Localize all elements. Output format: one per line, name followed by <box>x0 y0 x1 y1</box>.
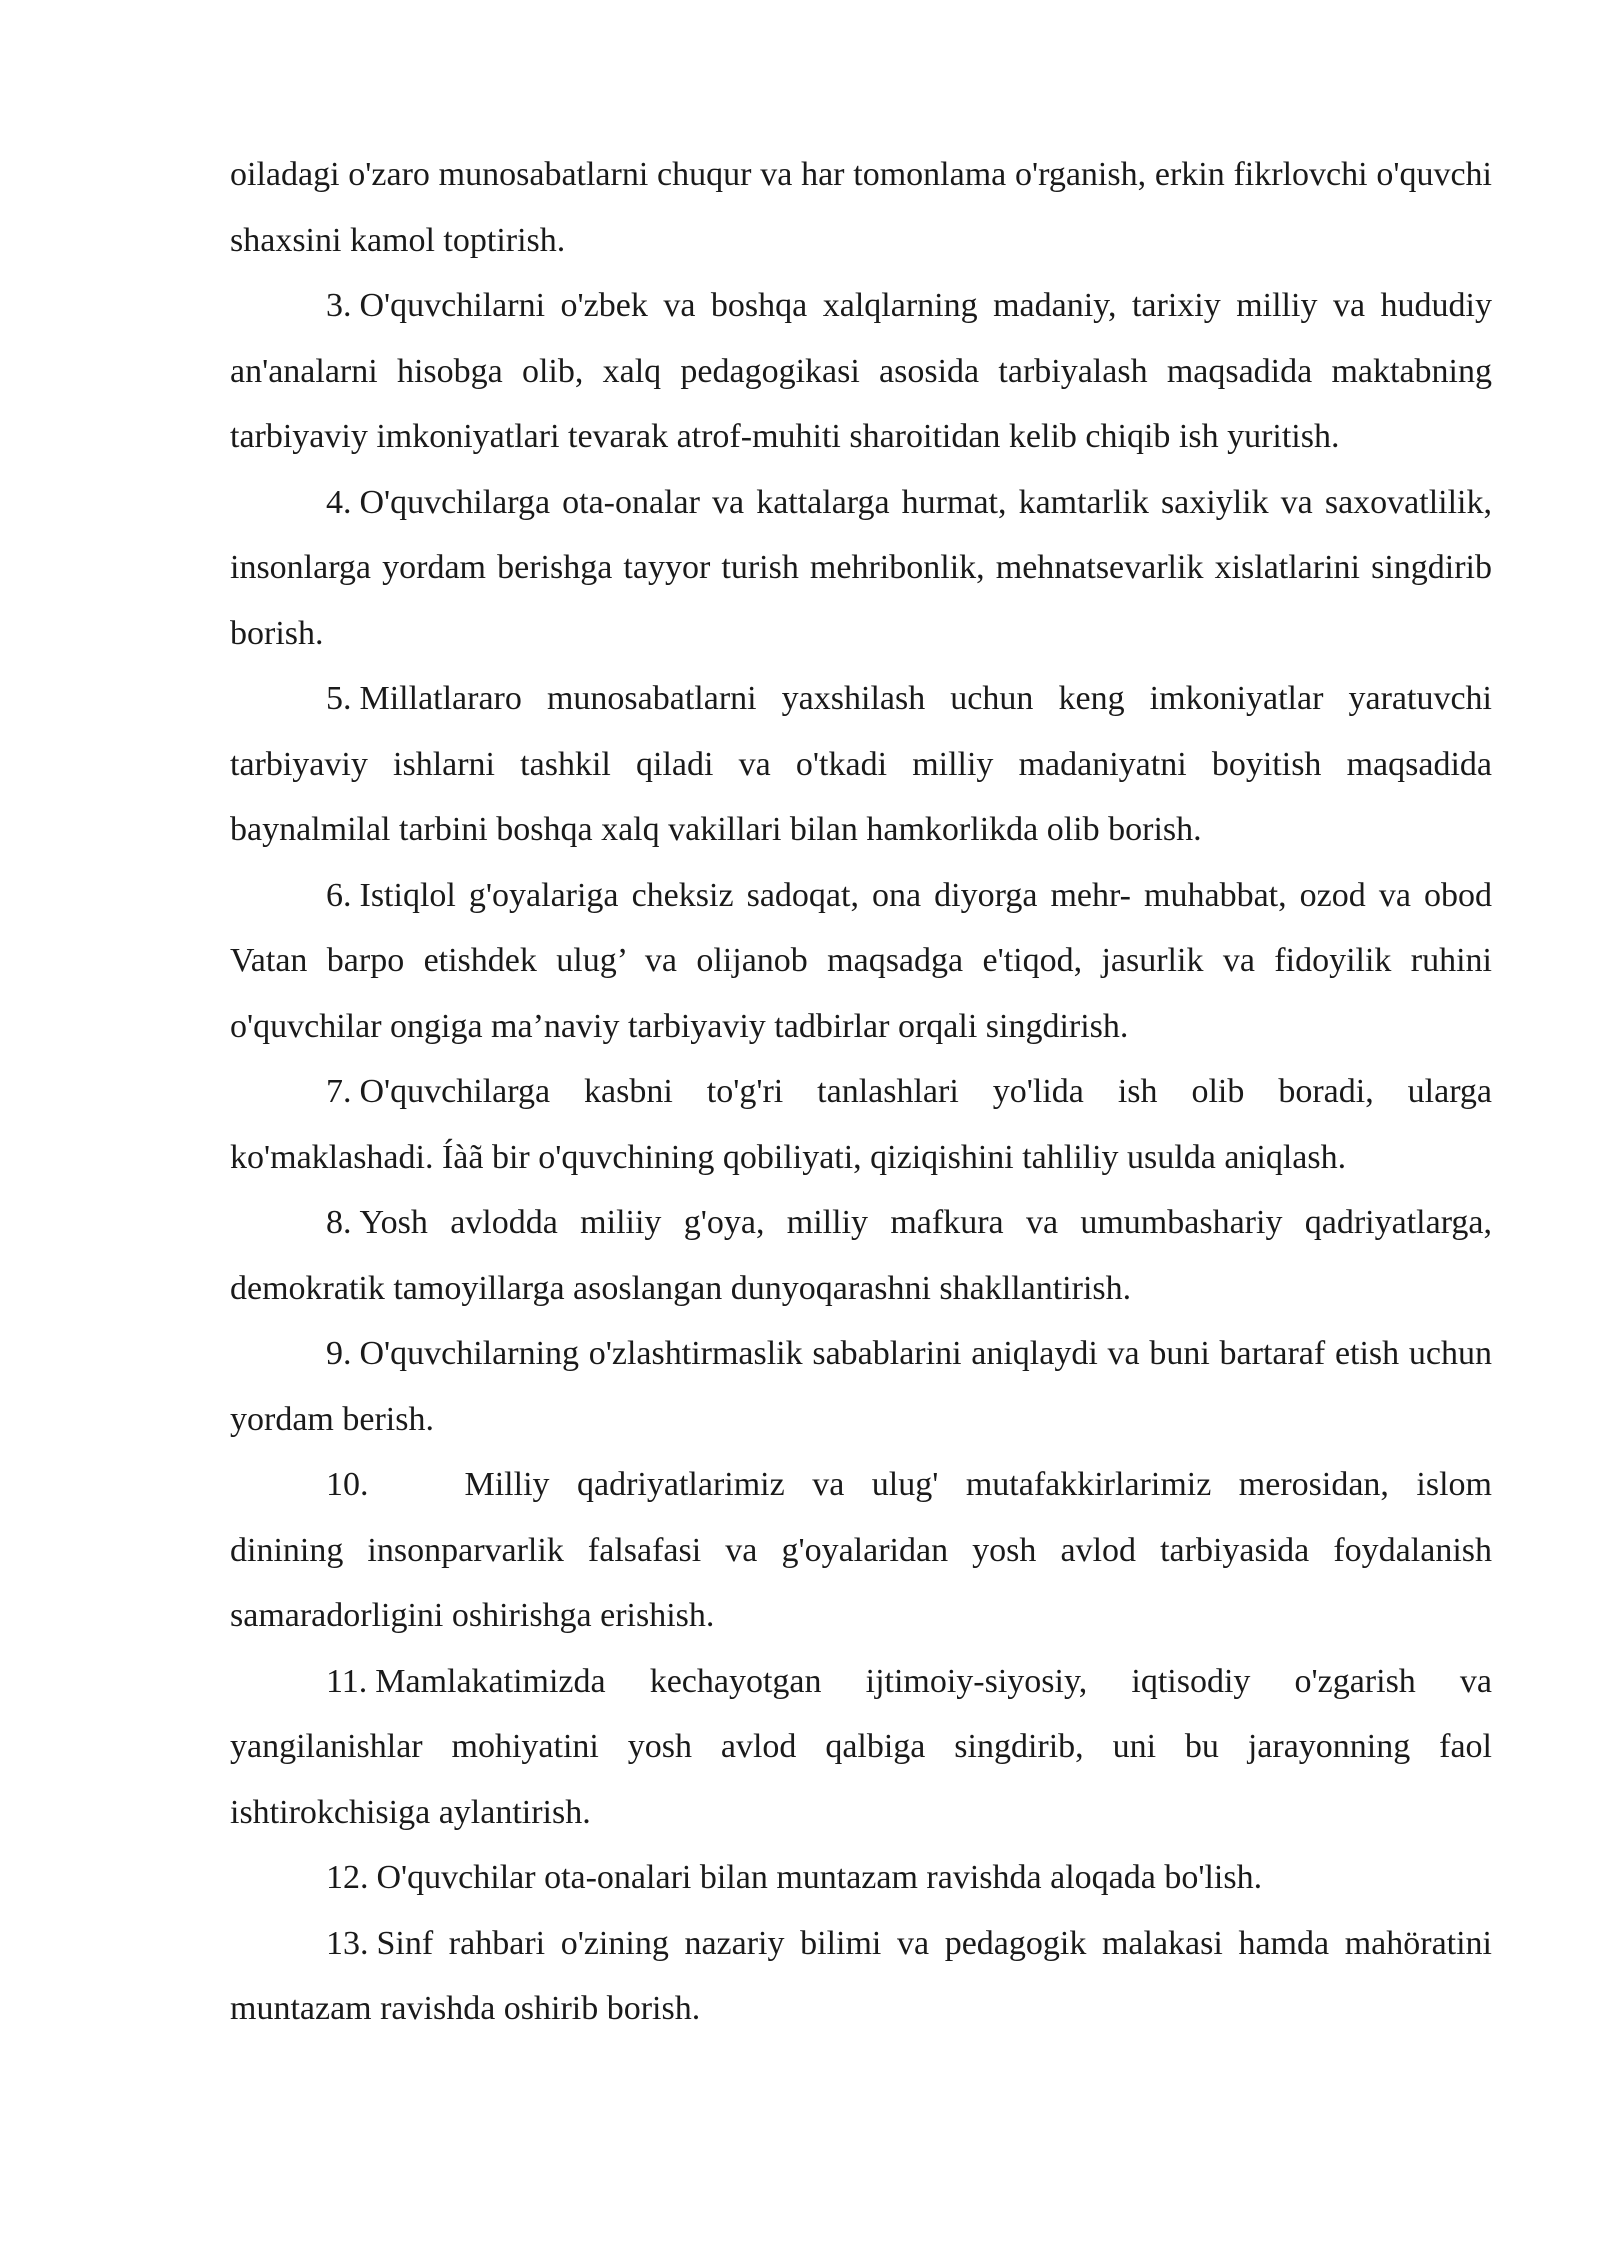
list-item-text: O'quvchilarga kasbni to'g'ri tanlashlari yo'lida ish olib boradi, ularga ko'maklashadi. Íàã bir o'quvchining qobiliyati, qiziqishini tahliliy usulda aniqlash. <box>230 1073 1492 1176</box>
list-item <box>230 1059 1492 1190</box>
intro-paragraph: oiladagi o'zaro munosabatlarni chuqur va har tomonlama o'rganish, erkin fikrlovchi o'quvchi shaxsini kamol toptirish. <box>230 156 1492 259</box>
list-item <box>230 1649 1492 1846</box>
list-item <box>230 666 1492 863</box>
list-item-text: Sinf rahbari o'zining nazariy bilimi va pedagogik malakasi hamda mahöratini muntazam ravishda oshirib borish. <box>230 1924 1492 2027</box>
list-item-number: 10. <box>326 1466 369 1503</box>
list-item-text: O'quvchilarning o'zlashtirmaslik sabablarini aniqlaydi va buni bartaraf etish uchun yordam berish. <box>230 1335 1492 1438</box>
document-body <box>230 142 1492 2042</box>
list-item <box>230 1321 1492 1452</box>
list-item-text: Istiqlol g'oyalariga cheksiz sadoqat, ona diyorga mehr- muhabbat, ozod va obod Vatan barpo etishdek ulug’ va olijanob maqsadga e'tiqod, jasurlik va fidoyilik ruhini o'quvchilar ongiga ma’naviy tarbiyaviy tadbirlar orqali singdirish. <box>230 876 1492 1045</box>
list-item-number: 12. <box>326 1859 369 1896</box>
list-item-number: 11. <box>326 1662 368 1700</box>
list-item-text: Mamlakatimizda kechayotgan ijtimoiy-siyosiy, iqtisodiy o'zgarish va yangilanishlar mohiyatini yosh avlod qalbiga singdirib, uni bu jarayonning faol ishtirokchisiga aylantirish. <box>230 1662 1492 1831</box>
list-item <box>230 1845 1492 1911</box>
list-item-number: 8. <box>326 1204 352 1241</box>
list-item-number: 4. <box>326 483 352 521</box>
list-item-number: 9. <box>326 1335 352 1372</box>
list-item <box>230 273 1492 470</box>
list-item-number: 13. <box>326 1924 369 1962</box>
list-item <box>230 1190 1492 1321</box>
list-item-number: 7. <box>326 1073 352 1110</box>
list-item-text: Yosh avlodda miliiy g'oya, milliy mafkura va umumbashariy qadriyatlarga, demokratik tamoyillarga asoslangan dunyoqarashni shakllantirish. <box>230 1204 1492 1307</box>
list-item-number: 6. <box>326 876 352 914</box>
list-item <box>230 470 1492 667</box>
list-item-text: O'quvchilarni o'zbek va boshqa xalqlarning madaniy, tarixiy milliy va hududiy an'analarni hisobga olib, xalq pedagogikasi asosida tarbiyalash maqsadida maktabning tarbiyaviy imkoniyatlari tevarak atrof-muhiti sharoitidan kelib chiqib ish yuritish. <box>230 287 1492 455</box>
list-item <box>230 1452 1492 1649</box>
list-item-number: 5. <box>326 680 352 717</box>
list-item-text: Milliy qadriyatlarimiz va ulug' mutafakkirlarimiz merosidan, islom dinining insonparvarlik falsafasi va g'oyalaridan yosh avlod tarbiyasida foydalanish samaradorligini oshirishga erishish. <box>230 1466 1492 1634</box>
list-item <box>230 863 1492 1060</box>
list-item-number: 3. <box>326 287 352 324</box>
list-item-text: O'quvchilarga ota-onalar va kattalarga hurmat, kamtarlik saxiylik va saxovatlilik, insonlarga yordam berishga tayyor turish mehribonlik, mehnatsevarlik xislatlarini singdirib borish. <box>230 483 1492 652</box>
list-item-text: O'quvchilar ota-onalari bilan muntazam ravishda aloqada bo'lish. <box>376 1859 1263 1896</box>
list-item <box>230 1911 1492 2042</box>
list-item-text: Millatlararo munosabatlarni yaxshilash uchun keng imkoniyatlar yaratuvchi tarbiyaviy ishlarni tashkil qiladi va o'tkadi milliy madaniyatni boyitish maqsadida baynalmilal tarbini boshqa xalq vakillari bilan hamkorlikda olib borish. <box>230 680 1492 848</box>
